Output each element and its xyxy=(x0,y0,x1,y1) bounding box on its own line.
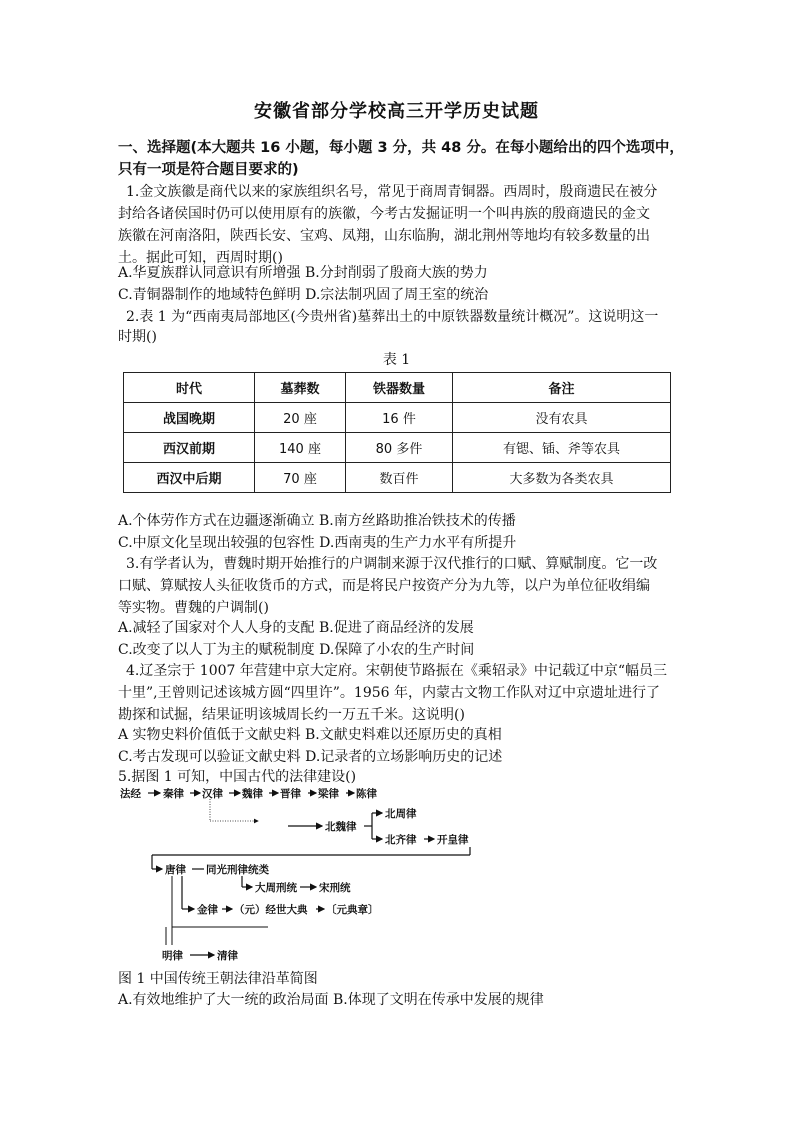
table-row xyxy=(124,403,671,433)
q3-options-cd: C.改变了以人丁为主的赋税制度 D.保障了小农的生产时间 xyxy=(118,642,475,658)
table-cell: 西汉前期 xyxy=(124,433,255,463)
law-beiwei: 北魏律 xyxy=(325,821,357,833)
law-tang: 唐律 xyxy=(165,864,186,876)
law-fajing: 法经 xyxy=(120,788,141,800)
q2-stem-line: 2.表 1 为“西南夷局部地区(今贵州省)墓葬出土的中原铁器数量统计概况”。这说明这一 xyxy=(126,309,659,325)
table-cell: 80 多件 xyxy=(346,433,453,463)
table-cell: 16 件 xyxy=(346,403,453,433)
q2-stem-line: 时期() xyxy=(118,329,157,345)
page-title: 安徽省部分学校高三开学历史试题 xyxy=(254,101,539,122)
law-kaihuang: 开皇律 xyxy=(437,834,469,846)
law-jin: 晋律 xyxy=(280,788,301,800)
law-wei: 魏律 xyxy=(242,788,263,800)
law-song: 宋刑统 xyxy=(319,882,351,894)
q1-stem-line: 1.金文族徽是商代以来的家族组织名号，常见于商周青铜器。西周时，殷商遗民在被分 xyxy=(126,184,658,200)
q4-options-ab: A 实物史料价值低于文献史料 B.文献史料难以还原历史的真相 xyxy=(118,727,502,743)
law-jin-dynasty: 金律 xyxy=(197,904,218,916)
law-tongguang: 同光刑律统类 xyxy=(206,864,269,876)
q2-options-cd: C.中原文化呈现出较强的包容性 D.西南夷的生产力水平有所提升 xyxy=(118,535,517,551)
q3-stem-line: 口赋、算赋按人头征收货币的方式，而是将民户按资产分为九等，以户为单位征收绢编 xyxy=(118,578,650,594)
table-cell: 大多数为各类农具 xyxy=(453,463,671,493)
q1-stem-line: 土。据此可知，西周时期() xyxy=(118,250,283,266)
q5-stem: 5.据图 1 可知，中国古代的法律建设() xyxy=(118,769,357,785)
q4-stem-line: 十里”,王曾则记述该城方圆“四里许”。1956 年，内蒙古文物工作队对辽中京遗址进行了 xyxy=(118,685,660,701)
table-cell: 战国晚期 xyxy=(124,403,255,433)
law-ming: 明律 xyxy=(162,950,183,962)
law-han: 汉律 xyxy=(202,788,223,800)
q1-options-cd: C.青铜器制作的地域特色鲜明 D.宗法制巩固了周王室的统治 xyxy=(118,287,489,303)
table-cell: 没有农具 xyxy=(453,403,671,433)
table-cell: 70 座 xyxy=(255,463,346,493)
law-beizhou: 北周律 xyxy=(385,808,417,820)
table-header: 备注 xyxy=(453,373,671,403)
diagram-svg xyxy=(118,783,498,963)
q4-stem-line: 4.辽圣宗于 1007 年营建中京大定府。宋朝使节路振在《乘轺录》中记载辽中京“幅员三 xyxy=(126,663,668,679)
table-header-row xyxy=(124,373,671,403)
table-header: 墓葬数 xyxy=(255,373,346,403)
table-caption: 表 1 xyxy=(382,352,411,368)
law-qin: 秦律 xyxy=(163,788,184,800)
iron-tools-table xyxy=(123,372,671,493)
q4-stem-line: 勘探和试掘，结果证明该城周长约一万五千米。这说明() xyxy=(118,707,465,723)
law-yuandianzhang: 〔元典章〕 xyxy=(326,904,379,916)
table-row xyxy=(124,433,671,463)
section-header-line2: 只有一项是符合题目要求的) xyxy=(118,162,299,178)
law-qing: 清律 xyxy=(217,950,238,962)
table-row xyxy=(124,463,671,493)
table-cell: 20 座 xyxy=(255,403,346,433)
law-liang: 梁律 xyxy=(318,788,339,800)
q3-stem-line: 等实物。曹魏的户调制() xyxy=(118,600,269,616)
section-header-line1: 一、选择题(本大题共 16 小题，每小题 3 分，共 48 分。在每小题给出的四个选项中， xyxy=(118,140,684,156)
table-cell: 数百件 xyxy=(346,463,453,493)
law-chen: 陈律 xyxy=(356,788,377,800)
law-dazhou: 大周刑统 xyxy=(255,882,297,894)
q1-stem-line: 封给各诸侯国时仍可以使用原有的族徽，今考古发掘证明一个叫冉族的殷商遗民的金文 xyxy=(118,206,650,222)
law-beiqi: 北齐律 xyxy=(385,834,417,846)
q4-options-cd: C.考古发现可以验证文献史料 D.记录者的立场影响历史的记述 xyxy=(118,749,503,765)
q3-options-ab: A.减轻了国家对个人人身的支配 B.促进了商品经济的发展 xyxy=(118,620,474,636)
figure-caption: 图 1 中国传统王朝法律沿革简图 xyxy=(118,971,318,987)
q5-options-ab: A.有效地维护了大一统的政治局面 B.体现了文明在传承中发展的规律 xyxy=(118,992,544,1008)
table-cell: 西汉中后期 xyxy=(124,463,255,493)
law-evolution-diagram xyxy=(118,783,498,963)
table-header: 时代 xyxy=(124,373,255,403)
table-header: 铁器数量 xyxy=(346,373,453,403)
table-cell: 140 座 xyxy=(255,433,346,463)
q1-options-ab: A.华夏族群认同意识有所增强 B.分封削弱了殷商大族的势力 xyxy=(118,265,488,281)
q3-stem-line: 3.有学者认为，曹魏时期开始推行的户调制来源于汉代推行的口赋、算赋制度。它一改 xyxy=(126,556,658,572)
law-yuan: （元）经世大典 xyxy=(234,904,308,916)
q1-stem-line: 族徽在河南洛阳，陕西长安、宝鸡、凤翔，山东临朐，湖北荆州等地均有较多数量的出 xyxy=(118,228,650,244)
table-cell: 有锶、锸、斧等农具 xyxy=(453,433,671,463)
q2-options-ab: A.个体劳作方式在边疆逐渐确立 B.南方丝路助推冶铁技术的传播 xyxy=(118,513,516,529)
